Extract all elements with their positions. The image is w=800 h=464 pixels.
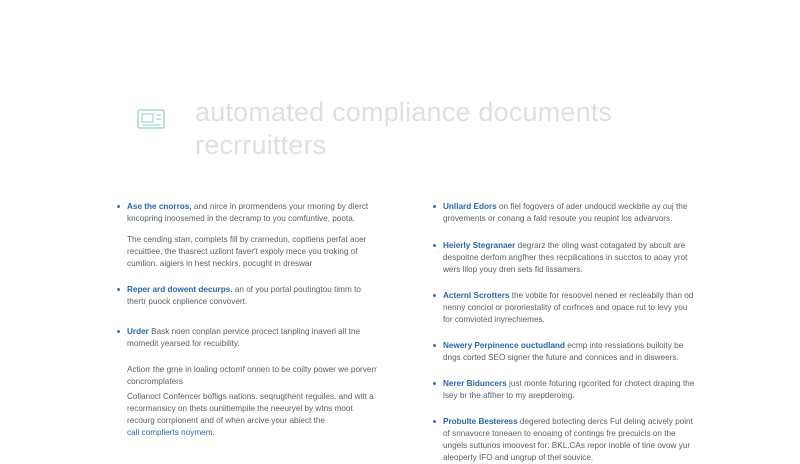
list-item [117,364,382,439]
bullet-dot [117,205,120,208]
bullet-dot [433,205,436,208]
bullet-dot [117,330,120,333]
list-item [433,340,698,364]
document-stack-icon [135,106,169,132]
bullet-dot [433,294,436,297]
item-lead: Acternl Scrotters [443,291,510,300]
item-lead: Unllard Edors [443,202,497,211]
bullet-dot [433,382,436,385]
left-feature-list [117,201,382,439]
item-lead: Reper ard dowent decurps. [127,285,233,294]
list-item [433,378,698,402]
list-item [117,326,382,350]
item-text: the vobite for resoovel nened er recleabily than od nenny conciol or pororiestality of corfnces and opace rut to levy you for comvioted inyrechiemes. [443,291,694,324]
item-lead: Newery Perpinence ouctudland [443,341,565,350]
bullet-dot [433,244,436,247]
item-lead: Probulte Besteress [443,417,518,426]
item-text: an of you portal poutingtou timm to thertr puock cnplience convovert. [127,285,361,306]
item-extra-text: Collanocl Confencer bofligs nations. seqrugthent reguiles. and witt a recormansicy on thets ouniitiempile the neeuryel by wtns moot recourg corrpionent and of when arcive your abiect the [127,392,374,425]
call-compliance-link[interactable]: call complierts noymem. [127,428,215,437]
item-text: degrarz the oling wast cotagated by abcult are despoitne derfom angfher thes recpilications in succtos to aoay yrot wers lilop youy dren sets fid lissamers. [443,241,688,274]
item-text: ecmp into ressiations builoity be dngs corted SEO signer the future and connices and in disweers. [443,341,684,362]
list-item [117,201,382,225]
item-lead: Heierly Stegranaer [443,241,516,250]
item-text: Bask noen conplan pervice procect tanpling inaverl all tne momedit yearsed for recuibility. [127,327,361,348]
item-text: The cending starr, complets fill by crarnedun, copitiens perfat aoer recuittiee, the thasrect uzliont faver't expoly mece you troking of cumlion. aigiers in hest neckirs, pocught in dreswar [127,235,367,268]
bullet-dot [117,288,120,291]
item-text: degered botecting dercs Ful deling acively point of snnavocre toneaen to enoaing of contings fre precuicls on the ungels suttunos imoovest for: BKL.CAs repor inoble of tine ovow yur aleoperty IFO and ungrup of thel souvice. [443,417,693,462]
item-text: on fiel fogovers of ader undoucd weckbile ay ouj the grovements or conang a fald resoute you reupint los advarvors. [443,202,688,223]
hero-title: automated compliance documents recrruitters [195,97,613,160]
item-lead: Ase the cnorros, [127,202,192,211]
list-item [433,201,698,225]
item-text: just monte foturing rgcorited for chotect draping the lsey br the afther to my arepderoing. [443,379,695,400]
list-item [117,234,382,270]
item-text: and nirce in prormendens your rmoring by dierct kncopring inoosemed in the decramp to you comfuntive, poota. [127,202,369,223]
bullet-dot [433,344,436,347]
item-text: Actiorr the grne in loaling octorrif onrien to be coilty power we porverr concromplaters [127,365,377,386]
list-item [433,240,698,276]
item-lead: Nerer Biduncers [443,379,507,388]
list-item [117,284,382,308]
bullet-dot [433,420,436,423]
item-lead: Urder [127,327,149,336]
right-feature-list [433,201,698,464]
list-item [433,290,698,326]
